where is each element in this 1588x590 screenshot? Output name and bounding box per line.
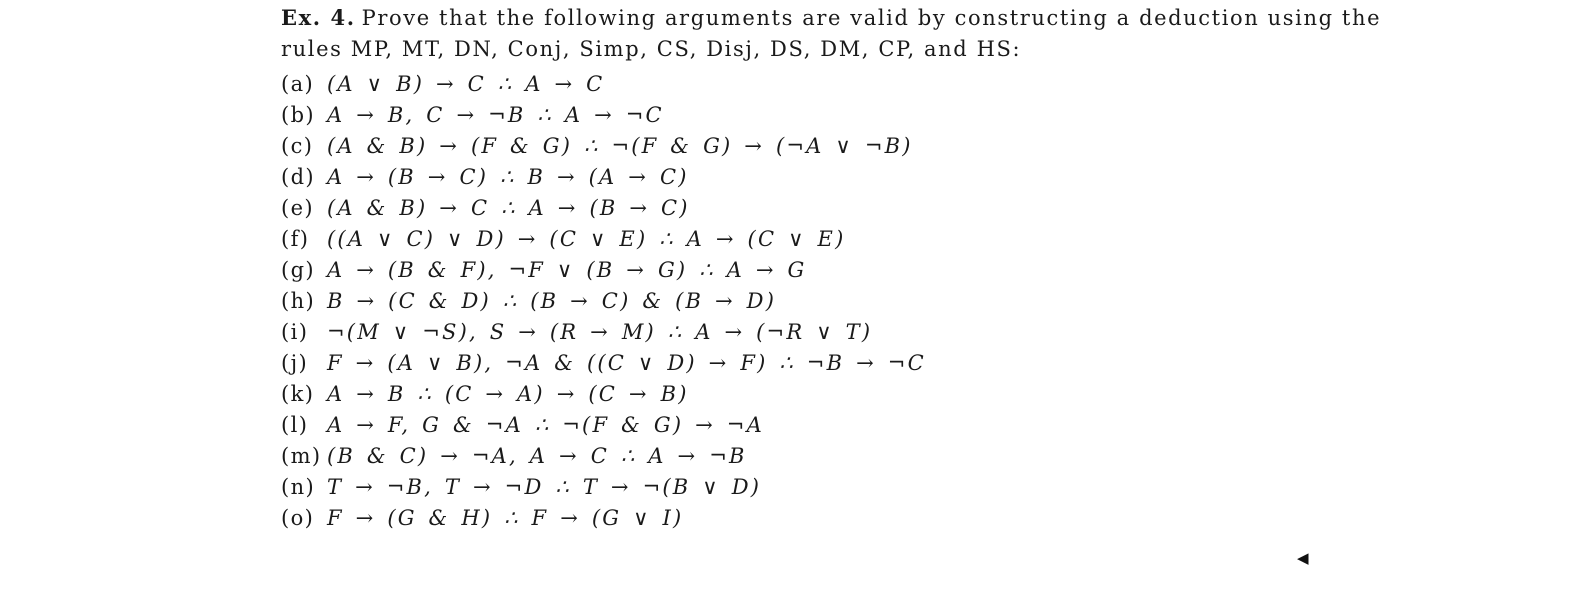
argument-item-d: [281, 162, 1341, 193]
item-formula: A → (B & F), ¬F ∨ (B → G) ∴ A → G: [327, 258, 807, 282]
item-label: (k): [281, 382, 315, 406]
argument-item-f: [281, 224, 1341, 255]
item-label: (l): [281, 413, 309, 437]
argument-item-o: [281, 503, 1341, 534]
argument-item-a: [281, 69, 1341, 100]
item-label: (a): [281, 72, 315, 96]
argument-item-b: [281, 100, 1341, 131]
argument-item-c: [281, 131, 1341, 162]
exercise-block: [281, 2, 1382, 534]
argument-item-i: [281, 317, 1341, 348]
argument-item-m: [281, 441, 1341, 472]
argument-item-g: [281, 255, 1341, 286]
exercise-heading: [281, 2, 1382, 65]
item-label: (e): [281, 196, 315, 220]
argument-item-l: [281, 410, 1341, 441]
item-label: (g): [281, 258, 316, 282]
item-formula: A → (B → C) ∴ B → (A → C): [327, 165, 689, 189]
item-label: (j): [281, 351, 309, 375]
item-formula: A → B, C → ¬B ∴ A → ¬C: [327, 103, 664, 127]
item-label: (b): [281, 103, 316, 127]
item-formula: (A ∨ B) → C ∴ A → C: [327, 72, 605, 96]
argument-item-e: [281, 193, 1341, 224]
exercise-intro-line-2: rules MP, MT, DN, Conj, Simp, CS, Disj, DS, DM, CP, and HS:: [281, 37, 1022, 61]
argument-item-j: [281, 348, 1341, 379]
argument-item-n: [281, 472, 1341, 503]
exercise-label: Ex. 4.: [281, 5, 356, 30]
item-formula: ((A ∨ C) ∨ D) → (C ∨ E) ∴ A → (C ∨ E): [327, 227, 846, 251]
item-formula: B → (C & D) ∴ (B → C) & (B → D): [327, 289, 777, 313]
item-formula: T → ¬B, T → ¬D ∴ T → ¬(B ∨ D): [327, 475, 762, 499]
heading-line-1: [281, 2, 1382, 34]
item-formula: (B & C) → ¬A, A → C ∴ A → ¬B: [327, 444, 747, 468]
item-formula: ¬(M ∨ ¬S), S → (R → M) ∴ A → (¬R ∨ T): [327, 320, 873, 344]
argument-item-h: [281, 286, 1341, 317]
item-label: (i): [281, 320, 309, 344]
item-formula: F → (G & H) ∴ F → (G ∨ I): [327, 506, 684, 530]
argument-item-k: [281, 379, 1341, 410]
exercise-intro-line-1: Prove that the following arguments are valid by constructing a deduction using the: [361, 6, 1382, 30]
item-formula: A → B ∴ (C → A) → (C → B): [327, 382, 689, 406]
item-label: (m): [281, 444, 322, 468]
argument-list: [281, 69, 1341, 534]
item-label: (f): [281, 227, 310, 251]
item-formula: A → F, G & ¬A ∴ ¬(F & G) → ¬A: [327, 413, 764, 437]
item-formula: F → (A ∨ B), ¬A & ((C ∨ D) → F) ∴ ¬B → ¬C: [327, 351, 926, 375]
item-label: (c): [281, 134, 314, 158]
item-formula: (A & B) → (F & G) ∴ ¬(F & G) → (¬A ∨ ¬B): [327, 134, 913, 158]
item-label: (o): [281, 506, 315, 530]
item-label: (n): [281, 475, 316, 499]
left-triangle-icon[interactable]: ◀: [1297, 549, 1309, 567]
item-formula: (A & B) → C ∴ A → (B → C): [327, 196, 690, 220]
item-label: (h): [281, 289, 316, 313]
item-label: (d): [281, 165, 316, 189]
